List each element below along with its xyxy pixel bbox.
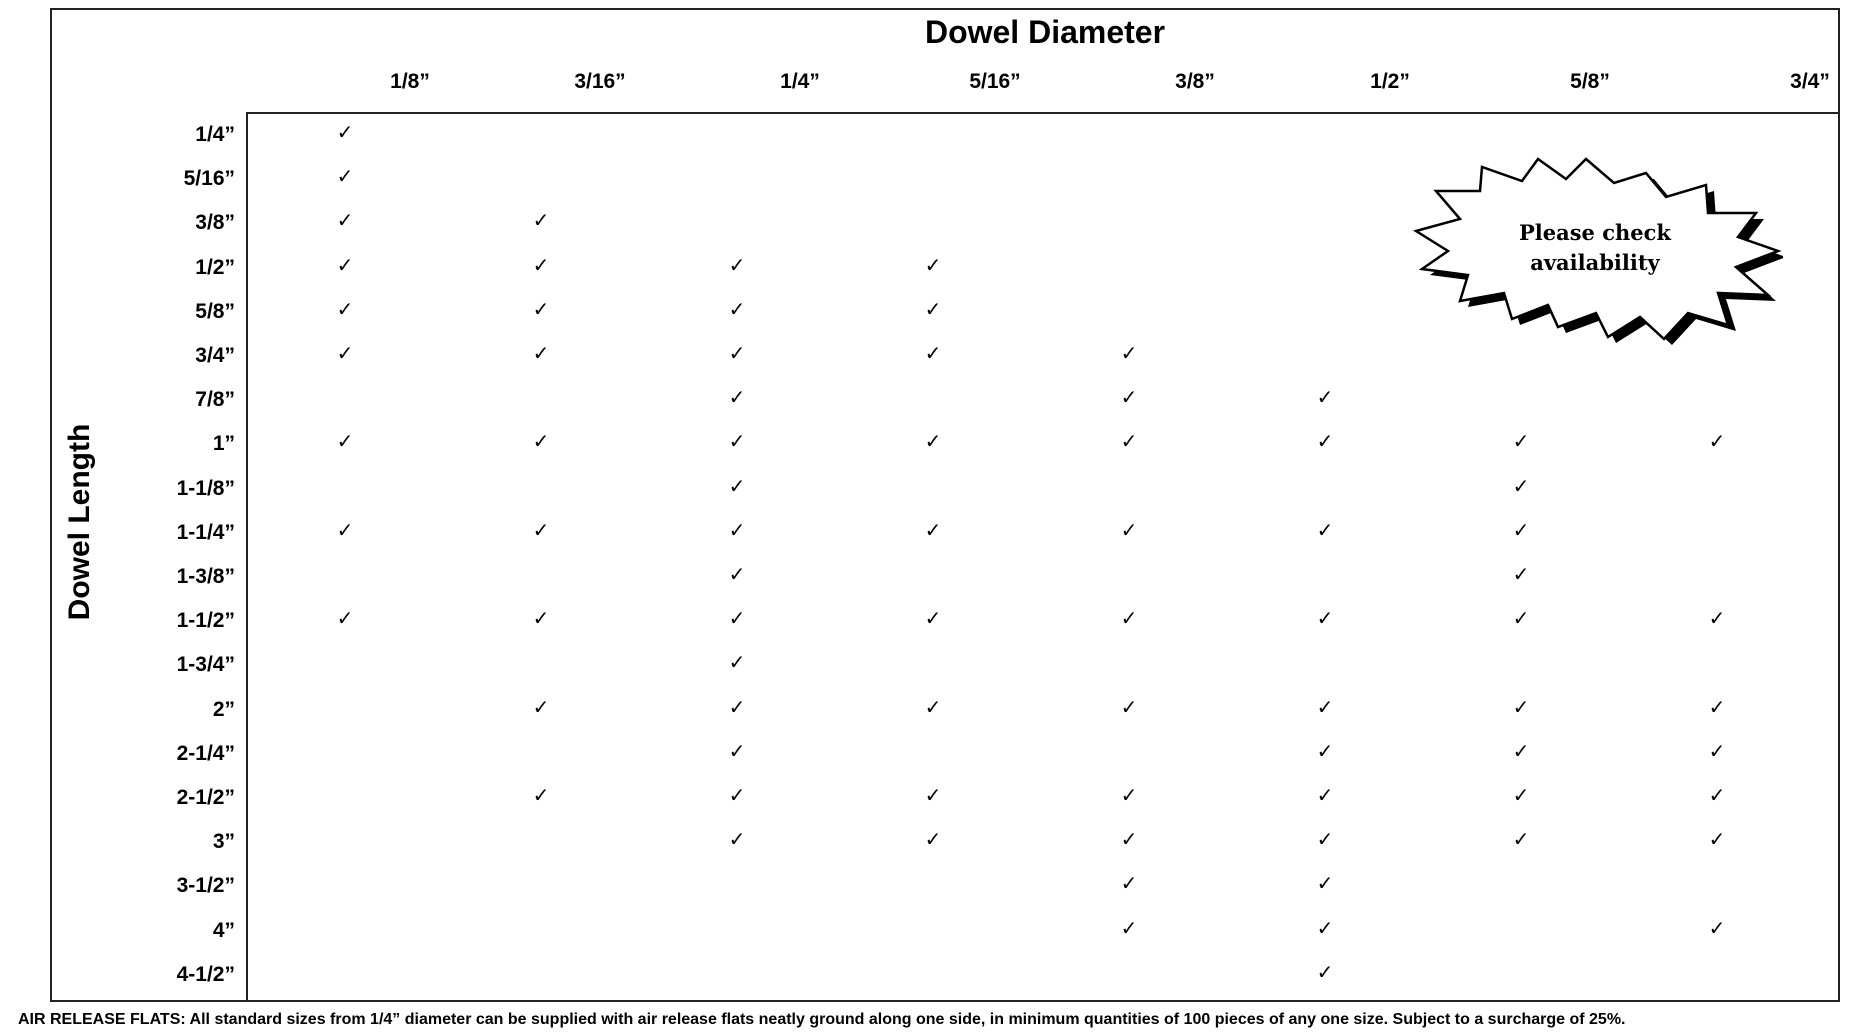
check-mark: ✓ — [728, 738, 746, 763]
check-mark: ✓ — [336, 208, 354, 233]
check-mark: ✓ — [1708, 827, 1726, 852]
check-mark: ✓ — [924, 429, 942, 454]
check-mark: ✓ — [1120, 871, 1138, 896]
check-mark: ✓ — [532, 783, 550, 807]
check-mark: ✓ — [1316, 694, 1334, 719]
check-mark: ✓ — [336, 120, 354, 144]
check-mark: ✓ — [1708, 915, 1726, 940]
check-mark: ✓ — [532, 606, 550, 631]
check-mark: ✓ — [924, 517, 942, 542]
row-header: 4-1/2” — [176, 962, 235, 986]
column-header: 3/8” — [1175, 70, 1215, 93]
row-header: 5/16” — [183, 167, 235, 191]
check-mark: ✓ — [728, 827, 746, 852]
check-mark: ✓ — [1512, 429, 1530, 454]
check-mark: ✓ — [1512, 827, 1530, 852]
check-mark: ✓ — [924, 252, 942, 277]
check-mark: ✓ — [1708, 694, 1726, 719]
check-mark: ✓ — [728, 606, 746, 631]
check-mark: ✓ — [1120, 783, 1138, 807]
check-mark: ✓ — [728, 385, 746, 410]
check-mark: ✓ — [1512, 473, 1530, 498]
check-mark: ✓ — [728, 473, 746, 498]
check-mark: ✓ — [924, 827, 942, 852]
badge-text — [1500, 218, 1690, 278]
row-header: 1” — [212, 432, 235, 456]
check-mark: ✓ — [1512, 694, 1530, 719]
check-mark: ✓ — [924, 296, 942, 321]
check-mark: ✓ — [728, 296, 746, 321]
row-header: 3-1/2” — [176, 874, 235, 898]
check-mark: ✓ — [532, 296, 550, 321]
check-mark: ✓ — [1512, 562, 1530, 586]
check-mark: ✓ — [1120, 517, 1138, 542]
column-header: 5/8” — [1570, 70, 1610, 93]
row-header: 3/8” — [195, 211, 235, 235]
check-mark: ✓ — [1708, 429, 1726, 454]
check-mark: ✓ — [1316, 606, 1334, 631]
badge-line-2: availability — [1530, 250, 1660, 275]
row-header: 1/4” — [195, 123, 235, 146]
check-mark: ✓ — [336, 296, 354, 321]
check-mark: ✓ — [924, 694, 942, 719]
row-header: 2-1/4” — [176, 741, 235, 765]
check-mark: ✓ — [1316, 871, 1334, 896]
row-header: 2” — [212, 697, 235, 721]
check-mark: ✓ — [1512, 738, 1530, 763]
check-mark: ✓ — [1512, 517, 1530, 542]
check-mark: ✓ — [924, 341, 942, 365]
row-axis-title: Dowel Length — [63, 423, 96, 621]
row-header: 1-1/4” — [176, 520, 235, 544]
check-mark: ✓ — [1316, 783, 1334, 807]
check-mark: ✓ — [1512, 783, 1530, 807]
column-header: 1/8” — [390, 70, 430, 93]
column-header: 1/2” — [1370, 70, 1410, 93]
check-mark: ✓ — [1316, 738, 1334, 763]
check-mark: ✓ — [728, 252, 746, 277]
check-mark: ✓ — [1316, 429, 1334, 454]
badge-line-1: Please check — [1519, 220, 1671, 245]
footnote: AIR RELEASE FLATS: All standard sizes from 1/4” diameter can be supplied with air release flats neatly ground along one side, in minimum quantities of 100 pieces of any one size. Subject to a surcharge of 25%. — [18, 1011, 1626, 1028]
check-mark: ✓ — [1708, 606, 1726, 631]
check-mark: ✓ — [728, 650, 746, 675]
check-mark: ✓ — [532, 208, 550, 233]
check-mark: ✓ — [532, 252, 550, 277]
check-mark: ✓ — [336, 164, 354, 189]
row-header: 4” — [212, 918, 235, 942]
check-mark: ✓ — [1708, 738, 1726, 763]
check-mark: ✓ — [1120, 429, 1138, 454]
check-mark: ✓ — [336, 606, 354, 631]
check-mark: ✓ — [1120, 385, 1138, 410]
check-mark: ✓ — [1120, 915, 1138, 940]
check-mark: ✓ — [728, 694, 746, 719]
row-header: 1-1/2” — [176, 609, 235, 633]
check-mark: ✓ — [336, 429, 354, 454]
check-mark: ✓ — [336, 252, 354, 277]
row-header: 1-3/4” — [176, 653, 235, 677]
check-mark: ✓ — [532, 694, 550, 719]
column-header: 1/4” — [780, 70, 820, 93]
column-axis-title: Dowel Diameter — [924, 14, 1166, 50]
check-mark: ✓ — [1316, 915, 1334, 940]
check-mark: ✓ — [1120, 694, 1138, 719]
check-mark: ✓ — [1316, 517, 1334, 542]
column-header: 3/16” — [574, 70, 626, 93]
check-mark: ✓ — [728, 517, 746, 542]
column-header: 5/16” — [969, 70, 1021, 93]
check-mark: ✓ — [1316, 959, 1334, 984]
check-mark: ✓ — [728, 429, 746, 454]
check-mark: ✓ — [1512, 606, 1530, 631]
check-mark: ✓ — [532, 341, 550, 365]
check-mark: ✓ — [1120, 341, 1138, 365]
check-mark: ✓ — [532, 517, 550, 542]
check-mark: ✓ — [728, 562, 746, 586]
row-header: 2-1/2” — [176, 786, 235, 809]
check-mark: ✓ — [924, 783, 942, 807]
row-header: 7/8” — [195, 388, 235, 412]
check-mark: ✓ — [1708, 783, 1726, 807]
row-header: 1-3/8” — [176, 565, 235, 588]
check-mark: ✓ — [924, 606, 942, 631]
row-header: 5/8” — [195, 299, 235, 323]
column-header: 3/4” — [1790, 70, 1830, 93]
check-mark: ✓ — [336, 341, 354, 365]
row-header: 3/4” — [195, 344, 235, 367]
check-mark: ✓ — [532, 429, 550, 454]
row-header: 1-1/8” — [176, 476, 235, 500]
check-mark: ✓ — [336, 517, 354, 542]
check-mark: ✓ — [1120, 827, 1138, 852]
check-mark: ✓ — [728, 783, 746, 807]
check-mark: ✓ — [1316, 827, 1334, 852]
check-mark: ✓ — [1120, 606, 1138, 631]
check-mark: ✓ — [1316, 385, 1334, 410]
row-header: 1/2” — [195, 255, 235, 279]
check-mark: ✓ — [728, 341, 746, 365]
row-header: 3” — [212, 830, 235, 854]
